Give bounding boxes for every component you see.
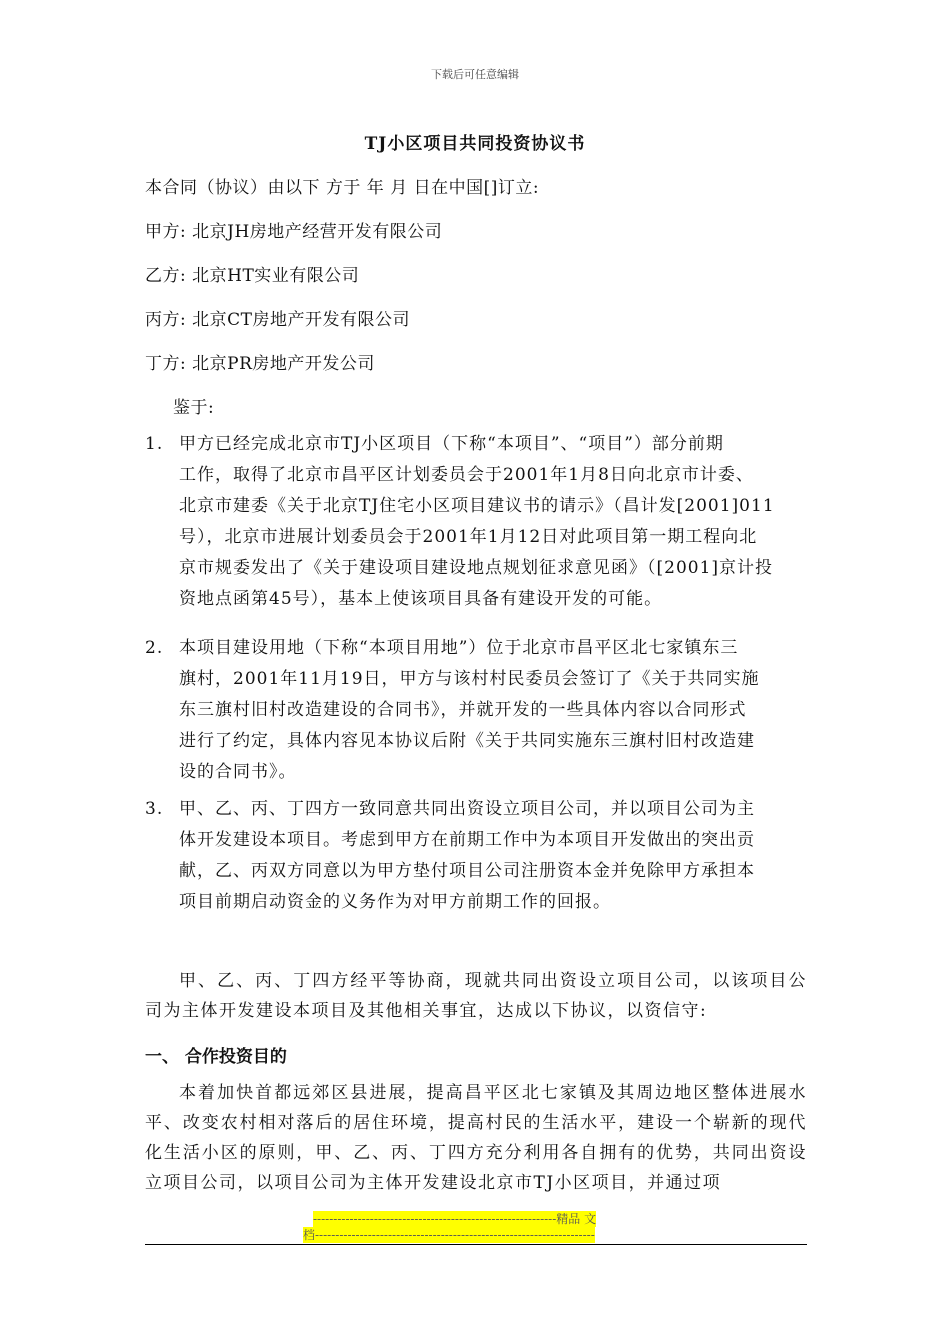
recital-3: [145, 794, 810, 918]
recital-line: 项目前期启动资金的义务作为对甲方前期工作的回报。: [179, 892, 611, 912]
recital-line: 旗村，2001年11月19日，甲方与该村村民委员会签订了《关于共同实施: [179, 669, 760, 689]
recital-line: 体开发建设本项目。考虑到甲方在前期工作中为本项目开发做出的突出贡: [179, 830, 755, 850]
section-heading: 一、 合作投资目的: [145, 1047, 287, 1067]
party-yi: [145, 261, 359, 286]
party-name: 北京JH房地产经营开发有限公司: [192, 222, 443, 242]
recital-line: 东三旗村旧村改造建设的合同书》，并就开发的一些具体内容以合同形式: [179, 700, 747, 720]
section-paragraph: 本着加快首都远郊区县进展，提高昌平区北七家镇及其周边地区整体进展水平、改变农村相对落后的居住环境，提高村民的生活水平，建设一个崭新的现代化生活小区的原则，甲、乙、丙、丁四方充分利用各自拥有的优势，共同出资设立项目公司，以项目公司为主体开发建设北京市TJ小区项目，并通过项: [145, 1083, 807, 1193]
recital-line: 工作，取得了北京市昌平区计划委员会于2001年1月8日向北京市计委、: [179, 465, 754, 485]
party-bing: [145, 305, 410, 330]
footer-watermark-line2: 档---------------------------------------------------------------------: [303, 1228, 595, 1242]
whereas-label: 鉴于:: [173, 398, 215, 418]
party-label: 甲方:: [145, 222, 187, 242]
party-name: 北京PR房地产开发公司: [192, 354, 375, 374]
recital-line: 号），北京市进展计划委员会于2001年1月12日对此项目第一期工程向北: [179, 527, 758, 547]
recital-line: 本项目建设用地（下称“本项目用地”）位于北京市昌平区北七家镇东三: [179, 638, 739, 658]
recital-line: 资地点函第45号），基本上使该项目具备有建设开发的可能。: [179, 589, 663, 609]
agreement-paragraph: 甲、乙、丙、丁四方经平等协商，现就共同出资设立项目公司，以该项目公司为主体开发建设本项目及其他相关事宜，达成以下协议，以资信守:: [145, 971, 807, 1021]
recital-number: 3.: [145, 799, 164, 819]
recital-number: 2.: [145, 638, 164, 658]
recital-line: 设的合同书》。: [179, 762, 297, 782]
party-label: 乙方:: [145, 266, 187, 286]
party-ding: [145, 349, 375, 374]
footer-divider: [145, 1244, 807, 1245]
recital-line: 甲方已经完成北京市TJ小区项目（下称“本项目”、“项目”）部分前期: [179, 434, 724, 454]
recital-line: 甲、乙、丙、丁四方一致同意共同出资设立项目公司，并以项目公司为主: [179, 799, 755, 819]
document-title: TJ小区项目共同投资协议书: [364, 134, 586, 154]
recital-line: 北京市建委《关于北京TJ住宅小区项目建议书的请示》（昌计发[2001]011: [179, 496, 775, 516]
intro-line: 本合同（协议）由以下 方于 年 月 日在中国[]订立:: [145, 178, 540, 198]
recital-1: [145, 429, 810, 615]
recital-2: [145, 633, 810, 788]
party-name: 北京HT实业有限公司: [192, 266, 360, 286]
header-note: 下载后可任意编辑: [431, 68, 519, 81]
recital-line: 进行了约定，具体内容见本协议后附《关于共同实施东三旗村旧村改造建: [179, 731, 755, 751]
party-name: 北京CT房地产开发有限公司: [192, 310, 410, 330]
recital-line: 京市规委发出了《关于建设项目建设地点规划征求意见函》（[2001]京计投: [179, 558, 774, 578]
party-label: 丁方:: [145, 354, 187, 374]
recital-line: 献，乙、丙双方同意以为甲方垫付项目公司注册资本金并免除甲方承担本: [179, 861, 755, 881]
party-label: 丙方:: [145, 310, 187, 330]
footer-watermark-line1: ------------------------------------------------------------精品 文: [313, 1212, 597, 1226]
party-jia: [145, 217, 442, 242]
recital-number: 1.: [145, 434, 164, 454]
